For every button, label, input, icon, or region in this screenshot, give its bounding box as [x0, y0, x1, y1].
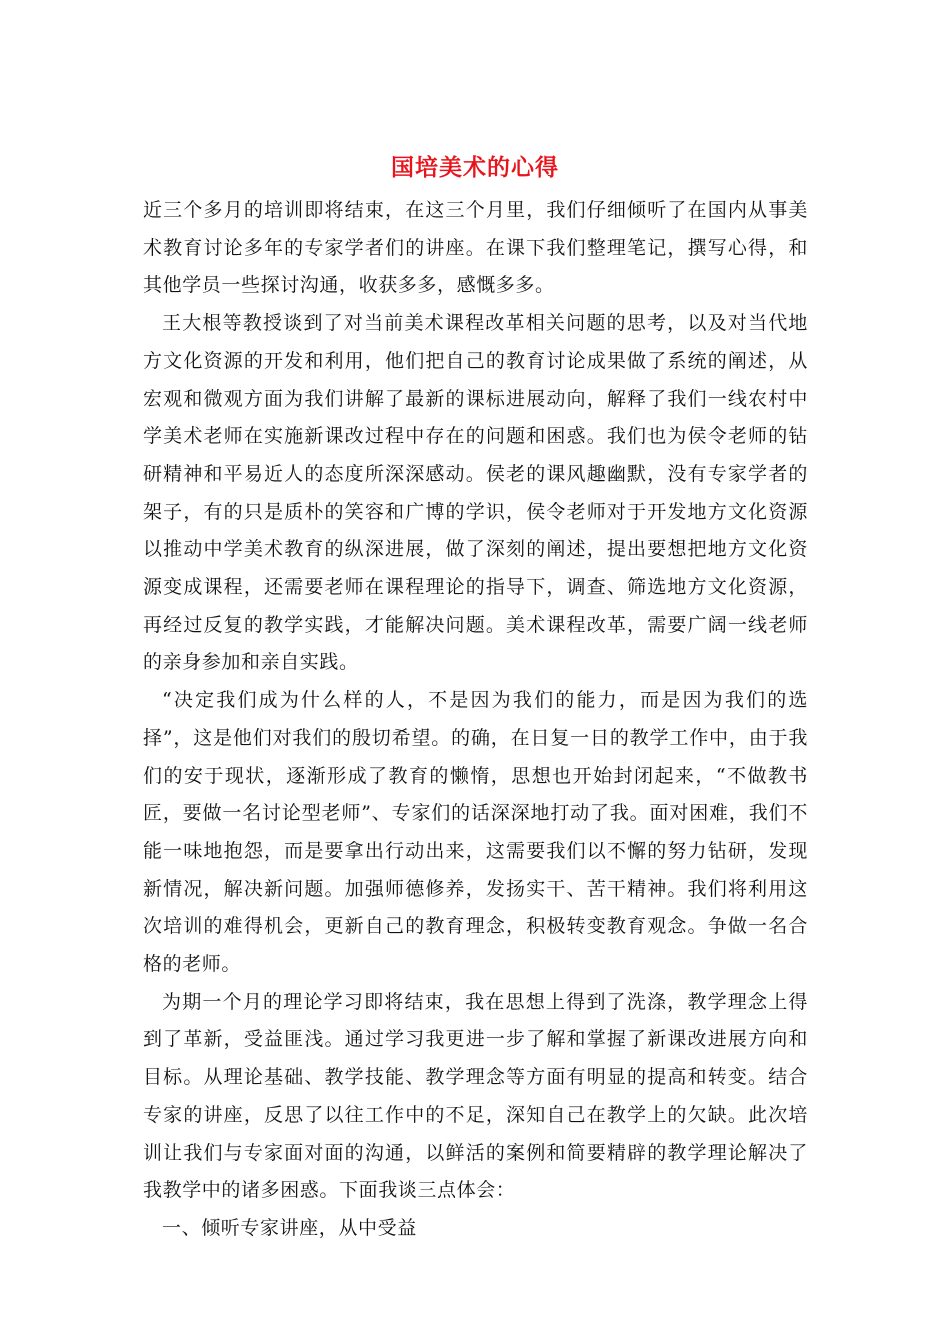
- document-body: [143, 192, 808, 1248]
- paragraph-intro: 近三个多月的培训即将结束，在这三个月里，我们仔细倾听了在国内从事美术教育讨论多年的专家学者们的讲座。在课下我们整理笔记，撰写心得，和其他学员一些探讨沟通，收获多多，感慨多多。: [143, 199, 808, 297]
- page-title: 国培美术的心得: [391, 154, 559, 181]
- paragraph-reflection: 为期一个月的理论学习即将结束，我在思想上得到了洗涤，教学理念上得到了革新，受益匪浅。通过学习我更进一步了解和掌握了新课改进展方向和目标。从理论基础、教学技能、教学理念等方面有明显的提高和转变。结合专家的讲座，反思了以往工作中的不足，深知自己在教学上的欠缺。此次培训让我们与专家面对面的沟通，以鲜活的案例和简要精辟的教学理论解决了我教学中的诸多困惑。下面我谈三点体会：: [143, 990, 808, 1202]
- section-heading-1: 一、倾听专家讲座，从中受益: [162, 1216, 417, 1239]
- paragraph-choice-quote: “决定我们成为什么样的人，不是因为我们的能力，而是因为我们的选择”，这是他们对我们的殷切希望。的确，在日复一日的教学工作中，由于我们的安于现状，逐渐形成了教育的懒惰，思想也开始封闭起来，“不做教书匠，要做一名讨论型老师”、专家们的话深深地打动了我。面对困难，我们不能一味地抱怨，而是要拿出行动出来，这需要我们以不懈的努力钻研，发现新情况，解决新问题。加强师德修养，发扬实干、苦干精神。我们将利用这次培训的难得机会，更新自己的教育理念，积极转变教育观念。争做一名合格的老师。: [143, 689, 808, 976]
- paragraph-professors: 王大根等教授谈到了对当前美术课程改革相关问题的思考，以及对当代地方文化资源的开发和利用，他们把自己的教育讨论成果做了系统的阐述，从宏观和微观方面为我们讲解了最新的课标进展动向，解释了我们一线农村中学美术老师在实施新课改过程中存在的问题和困惑。我们也为侯令老师的钻研精神和平易近人的态度所深深感动。侯老的课风趣幽默，没有专家学者的架子，有的只是质朴的笑容和广博的学识，侯令老师对于开发地方文化资源以推动中学美术教育的纵深进展，做了深刻的阐述，提出要想把地方文化资源变成课程，还需要老师在课程理论的指导下，调查、筛选地方文化资源，再经过反复的教学实践，才能解决问题。美术课程改革，需要广阔一线老师的亲身参加和亲自实践。: [143, 312, 808, 674]
